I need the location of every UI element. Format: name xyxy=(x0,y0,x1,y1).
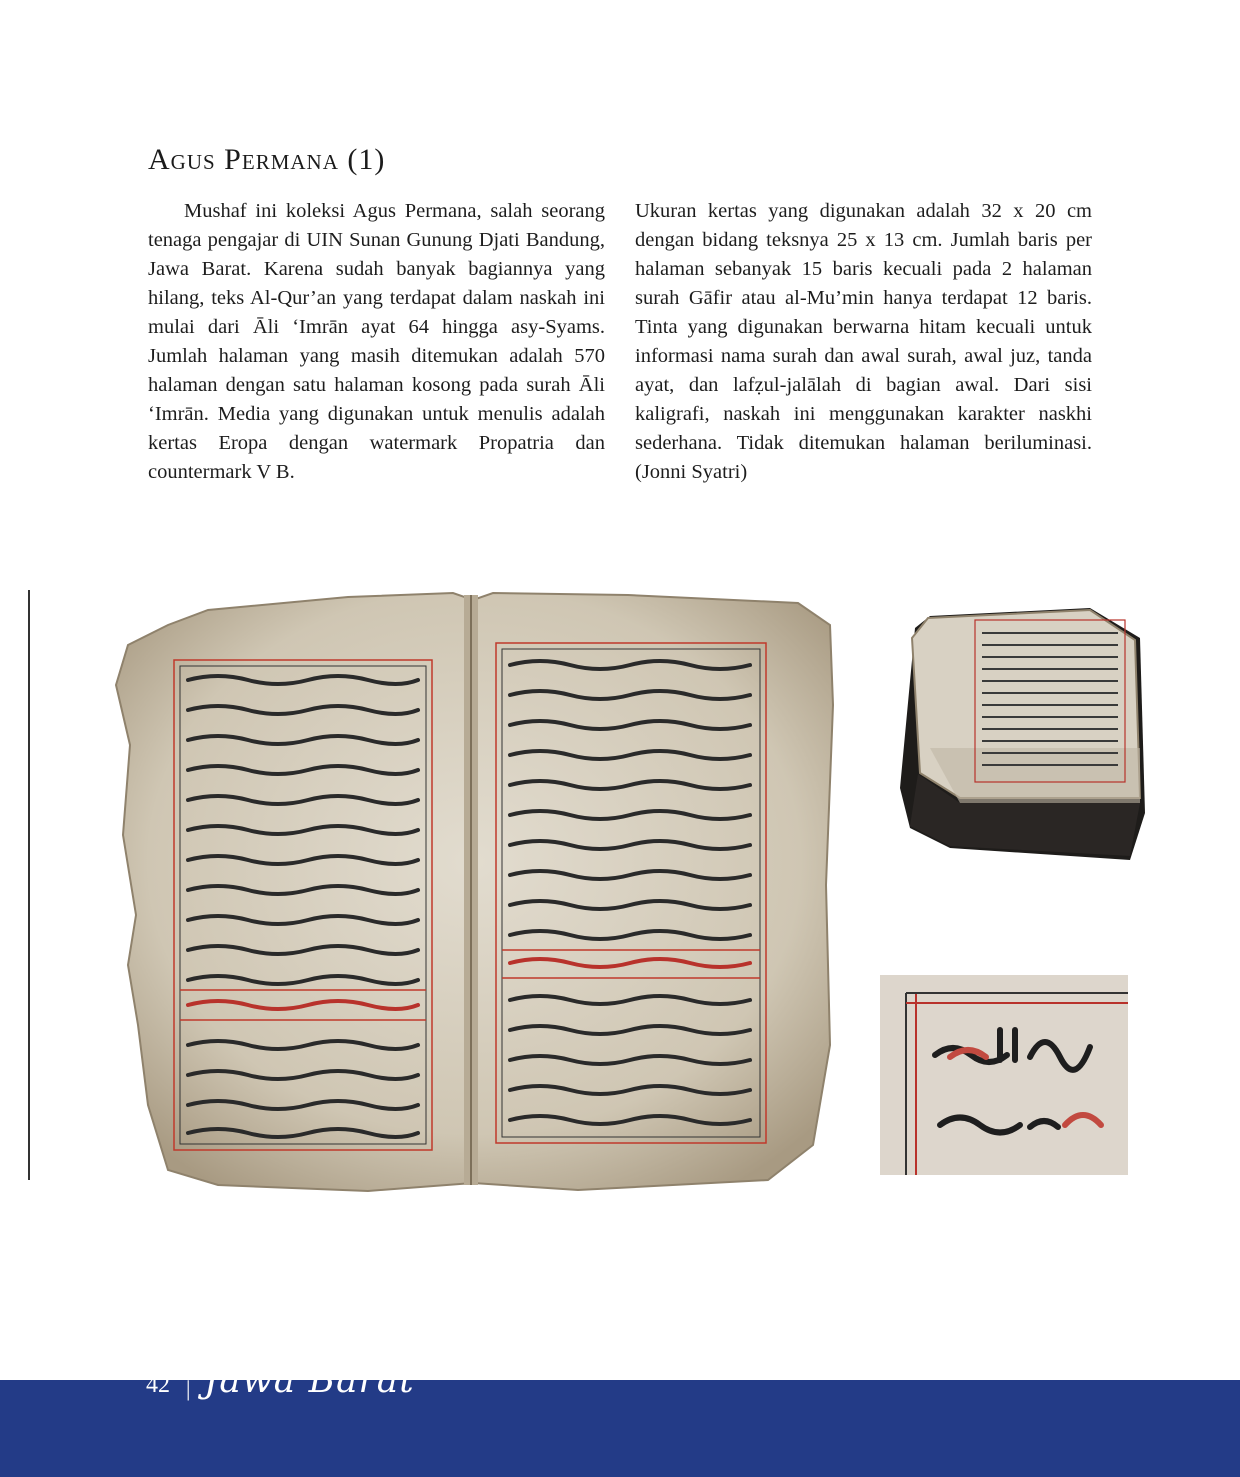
calligraphy-detail-illustration xyxy=(880,975,1128,1175)
body-paragraph-right: Ukuran kertas yang digunakan adalah 32 x 20 cm dengan bidang teksnya 25 x 13 cm. Jumlah baris per halaman sebanyak 15 baris kecuali pada 2 halaman surah Gāfir atau al-Mu’min hanya terdapat 12 baris. Tinta yang digunakan berwarna hitam kecuali untuk informasi nama surah dan awal surah, awal juz, tanda ayat, dan lafẓul-jalālah di bagian awal. Dari sisi kaligrafi, naskah ini menggunakan karakter naskhi sederhana. Tidak ditemukan halaman beriluminasi. (Jonni Syatri) xyxy=(635,200,1092,483)
body-column-left xyxy=(148,197,605,487)
manuscript-closed-photo xyxy=(890,598,1152,866)
manuscript-open-illustration xyxy=(108,585,838,1197)
footer-separator: | xyxy=(186,1376,191,1401)
calligraphy-detail-photo xyxy=(880,975,1128,1175)
body-column-right xyxy=(635,197,1092,487)
body-paragraph-left: Mushaf ini koleksi Agus Permana, salah seorang tenaga pengajar di UIN Sunan Gunung Djati Bandung, Jawa Barat. Karena sudah banyak bagiannya yang hilang, teks Al-Qur’an yang terdapat dalam naskah ini mulai dari Āli ‘Imrān ayat 64 hingga asy-Syams. Jumlah halaman yang masih ditemukan adalah 570 halaman dengan satu halaman kosong pada surah Āli ‘Imrān. Media yang digunakan untuk menulis adalah kertas Eropa dengan watermark Propatria dan countermark V B. xyxy=(148,200,605,483)
article-heading: Agus Permana (1) xyxy=(148,143,386,176)
manuscript-open-photo xyxy=(108,585,838,1197)
manuscript-closed-illustration xyxy=(890,598,1152,866)
page-number: 42 xyxy=(146,1372,170,1398)
page-edge-line xyxy=(28,590,30,1180)
region-title: Jawa Barat xyxy=(204,1360,415,1401)
